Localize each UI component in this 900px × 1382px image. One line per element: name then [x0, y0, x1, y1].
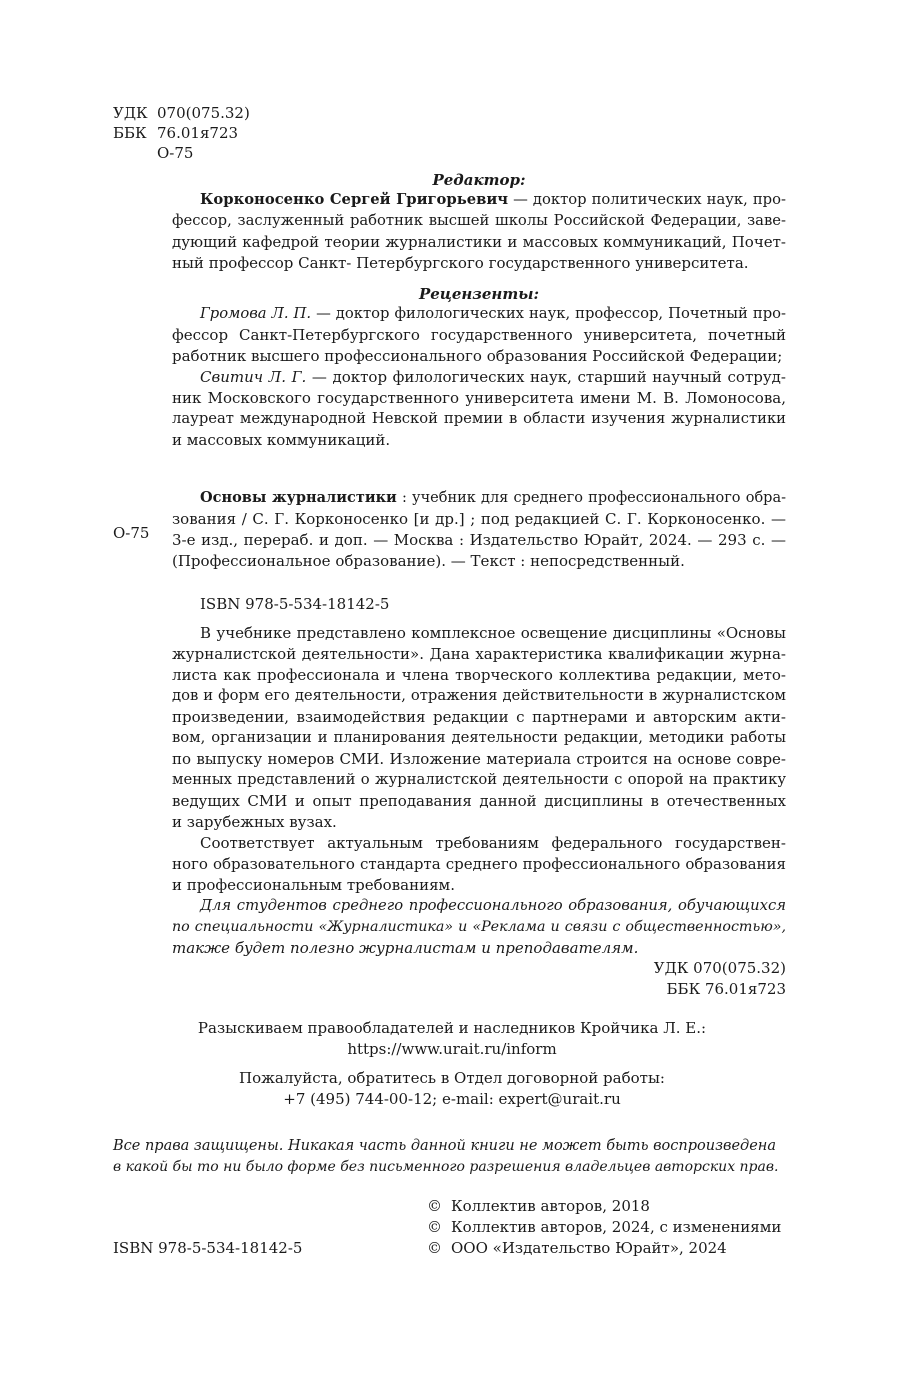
rights-line-1: Все права защищены. Никакая часть данной книги не может быть воспроизведена: [113, 1138, 776, 1154]
annotation-p1-line: вом, организации и планирования деятельности редакции, методики работы: [172, 729, 786, 746]
rights-holders-notice: [172, 1018, 732, 1060]
copyright-text: Коллектив авторов, 2018: [451, 1197, 650, 1215]
contact-text: Пожалуйста, обратитесь в Отдел договорной работы:: [239, 1069, 665, 1087]
udk-right: УДК 070(075.32): [653, 959, 786, 977]
annotation-p2-line: Соответствует актуальным требованиям федерального государствен-: [200, 834, 786, 852]
book-title: Основы журналистики: [200, 489, 397, 506]
copyright-text: Коллектив авторов, 2024, с изменениями: [451, 1218, 782, 1236]
annotation-p1-line: произведении, взаимодействия редакции с партнерами и авторским акти-: [172, 708, 786, 726]
reviewer-2-line-3: лауреат международной Невской премии в области изучения журналистики: [172, 410, 786, 427]
reviewers-heading: Рецензенты:: [418, 285, 540, 303]
copyright-icon: ©: [427, 1218, 442, 1236]
reviewer-1-name: Громова Л. П.: [200, 305, 312, 322]
isbn-bottom: ISBN 978-5-534-18142-5: [113, 1239, 303, 1257]
copyright-row: [427, 1238, 797, 1259]
bib-line-2: зования / С. Г. Корконосенко [и др.] ; под редакцией С. Г. Корконосенко. —: [172, 510, 786, 528]
annotation-p1-line: и зарубежных вузах.: [172, 813, 337, 831]
classification-codes: [113, 103, 313, 163]
bibliographic-description: [172, 488, 786, 572]
udk-row: [113, 103, 313, 123]
reviewer-2-line-4: и массовых коммуникаций.: [172, 431, 391, 449]
reviewer-2-line-2: ник Московского государственного университета имени М. В. Ломоносова,: [172, 389, 786, 407]
copyright-row: [427, 1196, 797, 1217]
isbn-text: ISBN 978-5-534-18142-5: [200, 595, 390, 613]
bib-text-1: : учебник для среднего профессионального обра-: [396, 490, 786, 506]
bbk-value: 76.01я723: [157, 124, 239, 142]
annotation-p1-line: журналистской деятельности». Дана характеристика квалификации журна-: [172, 645, 786, 663]
annotation-p1-line: листа как профессионала и члена творческого коллектива редакции, мето-: [172, 666, 786, 684]
copyright-icon: ©: [427, 1197, 442, 1215]
annotation-p2-line: и профессиональным требованиям.: [172, 876, 455, 894]
annotation-p1-line: менных представлений о журналистской деятельности с опорой на практику: [172, 771, 786, 788]
editor-section: [172, 170, 786, 274]
reviewer-2-text-1: — доктор филологических наук, старший научный сотруд-: [306, 368, 786, 386]
udk-label: УДК: [113, 104, 148, 122]
reviewer-1-line-3: работник высшего профессионального образования Российской Федерации;: [172, 347, 783, 365]
bib-line-1: [172, 488, 786, 509]
editor-line-4: ный профессор Санкт- Петербургского государственного университета.: [172, 254, 749, 272]
rights-holders-text: Разыскиваем правообладателей и наследников Кройчика Л. Е.:: [197, 1019, 707, 1037]
editor-name: Корконосенко Сергей Григорьевич: [200, 191, 509, 208]
bib-author-mark: О-75: [113, 524, 150, 542]
copyright-text: ООО «Издательство Юрайт», 2024: [451, 1239, 727, 1257]
bbk-right: ББК 76.01я723: [666, 980, 786, 998]
reviewer-1-line-2: фессор Санкт-Петербургского государственного университета, почетный: [172, 326, 786, 344]
bib-line-4: (Профессиональное образование). — Текст : непосредственный.: [172, 552, 685, 570]
bbk-row: [113, 123, 313, 143]
classification-codes-right: [560, 958, 786, 1000]
contact-details[interactable]: +7 (495) 744-00-12; e-mail: expert@urait.ru: [283, 1090, 621, 1108]
bbk-label: ББК: [113, 124, 147, 142]
copyright-icon: ©: [427, 1239, 442, 1257]
annotation-p3-line: по специальности «Журналистика» и «Реклама и связи с общественностью»,: [172, 919, 786, 935]
bib-line-3: 3-е изд., перераб. и доп. — Москва : Издательство Юрайт, 2024. — 293 с. —: [172, 531, 786, 549]
annotation-p1-line: по выпуску номеров СМИ. Изложение материала строится на основе совре-: [172, 750, 786, 768]
annotation-p1-line: дов и форм его деятельности, отражения действительности в журналистском: [172, 687, 786, 704]
author-mark-row: [113, 143, 313, 163]
copyright-row: [427, 1217, 797, 1238]
udk-value: 070(075.32): [157, 104, 250, 122]
editor-line-1: [172, 190, 786, 211]
annotation-p2-line: ного образовательного стандарта среднего профессионального образования: [172, 855, 786, 873]
inform-link[interactable]: https://www.urait.ru/inform: [347, 1040, 557, 1058]
reviewers-section: [172, 284, 786, 451]
annotation-p1-line: В учебнике представлено комплексное освещение дисциплины «Основы: [200, 624, 786, 642]
rights-line-2: в какой бы то ни было форме без письменного разрешения владельцев авторских прав.: [113, 1159, 779, 1175]
all-rights-reserved: [113, 1136, 786, 1178]
editor-heading: Редактор:: [432, 171, 526, 189]
annotation-p1-line: ведущих СМИ и опыт преподавания данной дисциплины в отечественных: [172, 792, 786, 810]
author-mark: О-75: [157, 144, 194, 162]
editor-line-2: фессор, заслуженный работник высшей школы Российской Федерации, заве-: [172, 212, 786, 229]
reviewer-1-text-1: — доктор филологических наук, профессор, Почетный про-: [311, 305, 786, 322]
copyright-notices: [427, 1196, 797, 1259]
reviewer-1-line-1: [172, 304, 786, 325]
contact-notice: [172, 1068, 732, 1110]
annotation-p3-line: Для студентов среднего профессионального образования, обучающихся: [200, 897, 786, 914]
editor-line-3: дующий кафедрой теории журналистики и массовых коммуникаций, Почет-: [172, 233, 786, 251]
annotation-p3-line: также будет полезно журналистам и преподавателям.: [172, 939, 639, 957]
reviewer-2-name: Свитич Л. Г.: [200, 368, 307, 386]
annotation: [172, 623, 786, 959]
reviewer-2-line-1: [172, 367, 786, 388]
editor-text-1: — доктор политических наук, про-: [508, 191, 786, 208]
